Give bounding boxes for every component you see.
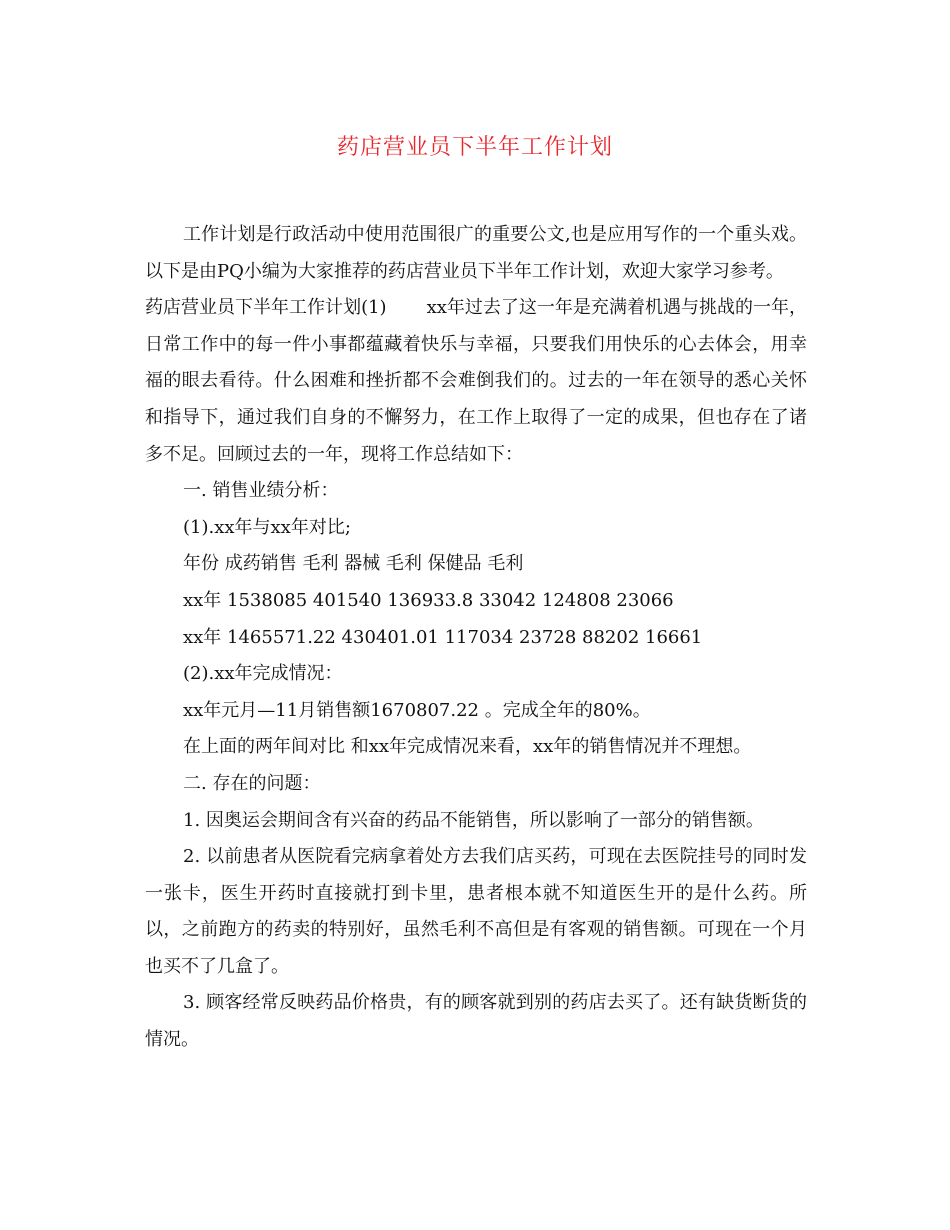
document-title: 药店营业员下半年工作计划 <box>336 135 613 160</box>
problem-item: 1. 因奥运会期间含有兴奋的药品不能销售，所以影响了一部分的销售额。 <box>183 809 764 831</box>
subsection-2-title: (2).xx年完成情况： <box>183 663 343 685</box>
subsection-1-title: (1).xx年与xx年对比; <box>183 516 351 538</box>
problem-item: 2. 以前患者从医院看完病拿着处方去我们店买药，可现在去医院挂号的同时发一张卡，医生开药时直接就打到卡里，患者根本就不知道医生开的是什么药。所以，之前跑方的药卖的特别好，虽然毛利不高但是有客观的销售额。可现在一个月也买不了几盒了。 <box>145 846 807 977</box>
table-row-line: xx年 1538085 401540 136933.8 33042 124808 23066 <box>183 589 674 611</box>
table-row-line: xx年 1465571.22 430401.01 117034 23728 88202 16661 <box>183 626 703 648</box>
document-body <box>145 217 807 1059</box>
section-1-title: 一. 销售业绩分析： <box>183 480 339 502</box>
plan-heading: 药店营业员下半年工作计划(1) <box>145 297 387 319</box>
plan-paragraph <box>145 290 807 473</box>
comparison-line: 在上面的两年间对比 和xx年完成情况来看，xx年的销售情况并不理想。 <box>183 736 752 758</box>
completion-line: xx年元月—11月销售额1670807.22 。完成全年的80%。 <box>183 699 651 721</box>
problem-item: 3. 顾客经常反映药品价格贵，有的顾客就到别的药店去买了。还有缺货断货的情况。 <box>145 992 807 1051</box>
section-2-title: 二. 存在的问题： <box>183 772 321 794</box>
plan-opening: xx年过去了这一年是充满着机遇与挑战的一年，日常工作中的每一件小事都蕴藏着快乐与幸福，只要我们用快乐的心去体会，用幸福的眼去看待。什么困难和挫折都不会难倒我们的。过去的一年在领导的悉心关怀和指导下，通过我们自身的不懈努力，在工作上取得了一定的成果，但也存在了诸多不足。回顾过去的一年，现将工作总结如下： <box>145 297 807 465</box>
table-header-line: 年份 成药销售 毛利 器械 毛利 保健品 毛利 <box>183 553 524 575</box>
intro-paragraph: 工作计划是行政活动中使用范围很广的重要公文,也是应用写作的一个重头戏。以下是由PQ小编为大家推荐的药店营业员下半年工作计划，欢迎大家学习参考。 <box>145 224 807 282</box>
